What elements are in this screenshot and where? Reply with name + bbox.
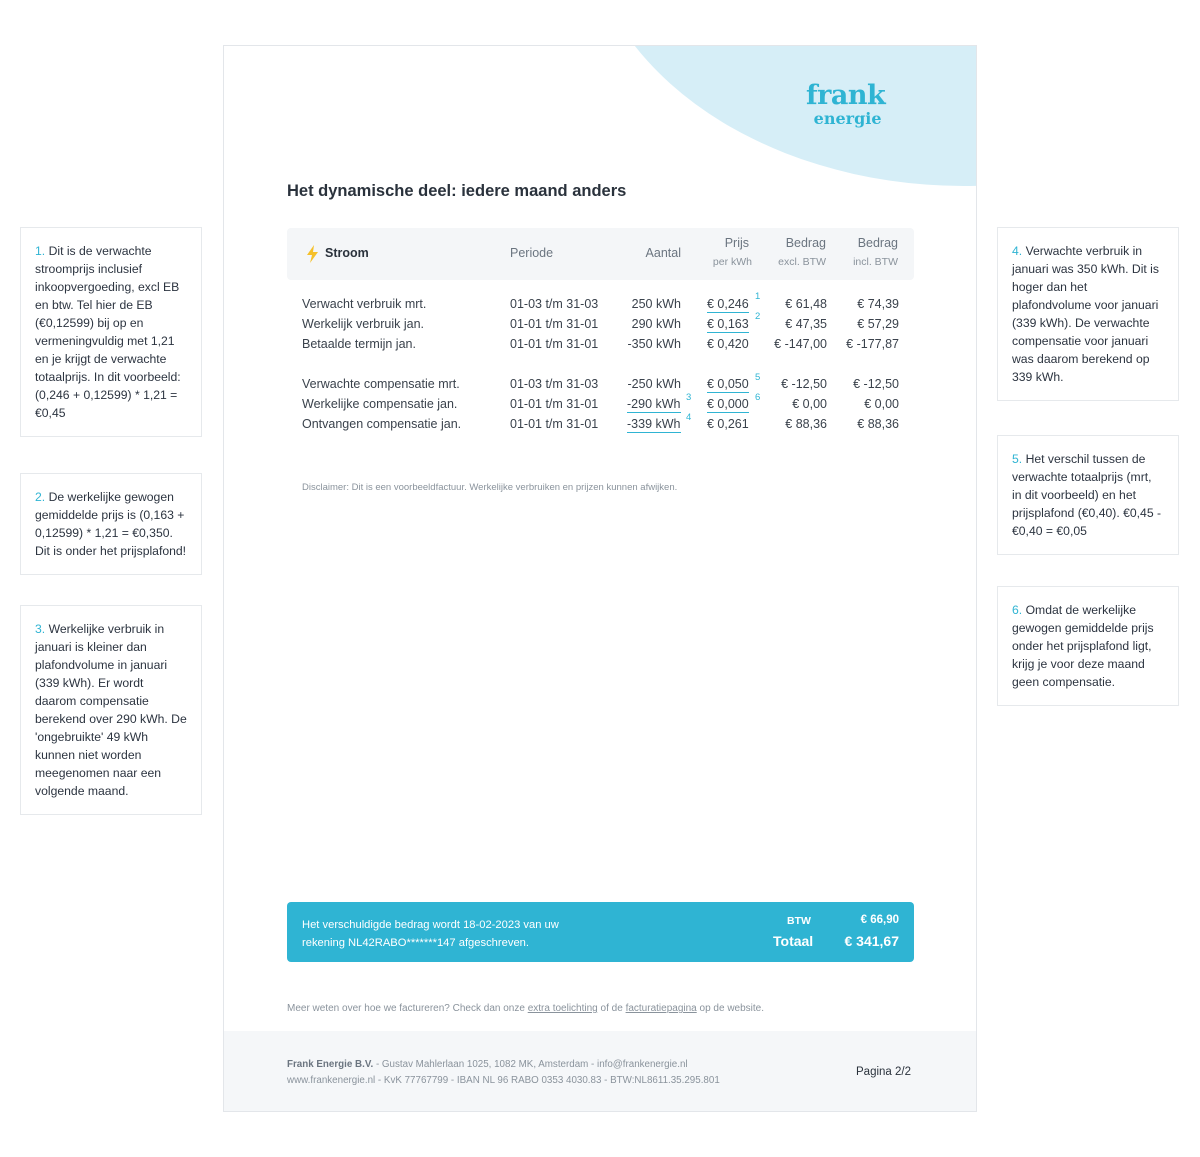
row-description: Betaalde termijn jan. <box>302 337 416 351</box>
row-description: Werkelijk verbruik jan. <box>302 317 425 331</box>
note-text: Werkelijke verbruik in januari is kleiner dan plafondvolume in januari (339 kWh). Er wordt daarom compensatie berekend over 290 kWh. De 'ongebruikte' 49 kWh kunnen niet worden meegenomen naar een volgende maand. <box>35 622 187 798</box>
row-aantal: -250 kWh <box>627 377 681 391</box>
row-description: Verwachte compensatie mrt. <box>302 377 460 391</box>
row-excl: € -12,50 <box>781 377 827 391</box>
row-periode: 01-01 t/m 31-01 <box>510 337 599 351</box>
row-aantal: 290 kWh <box>631 317 681 331</box>
row-aantal: -339 kWh <box>627 417 681 431</box>
more-info-suffix: op de website. <box>699 1003 765 1014</box>
btw-label: BTW <box>787 915 811 927</box>
footer-address: - Gustav Mahlerlaan 1025, 1082 MK, Amsterdam - info@frankenergie.nl <box>373 1059 688 1070</box>
note-1 <box>20 227 202 437</box>
row-periode: 01-03 t/m 31-03 <box>510 377 599 391</box>
note-number: 3. <box>35 622 46 636</box>
row-aantal: -350 kWh <box>627 337 681 351</box>
note-3 <box>20 605 202 815</box>
row-prijs: € 0,000 <box>707 397 749 411</box>
total-banner <box>287 902 914 962</box>
footnote-ref: 1 <box>755 291 761 302</box>
row-excl: € -147,00 <box>774 337 827 351</box>
section-title: Het dynamische deel: iedere maand anders <box>287 182 627 200</box>
header-prijs-sub: per kWh <box>712 256 752 268</box>
btw-value: € 66,90 <box>860 914 899 926</box>
header-excl-sub: excl. BTW <box>778 256 826 268</box>
header-prijs: Prijs <box>724 236 749 250</box>
page-number: Pagina 2/2 <box>856 1066 911 1078</box>
footer-company: Frank Energie B.V. <box>287 1059 374 1070</box>
note-text: Dit is de verwachte stroomprijs inclusief inkoopvergoeding, excl EB en btw. Tel hier de EB (€0,12599) bij op en vermeningvuldig met 1,21 en je krijgt de verwachte totaalprijs. In dit voorbeeld: (0,246 + 0,12599) * 1,21 = €0,45 <box>35 244 181 420</box>
note-text: Omdat de werkelijke gewogen gemiddelde prijs onder het prijsplafond ligt, krijg je voor deze maand geen compensatie. <box>1012 603 1154 689</box>
logo-line-1: frank <box>806 80 886 111</box>
note-number: 6. <box>1012 603 1023 617</box>
row-incl: € -12,50 <box>853 377 899 391</box>
header-periode: Periode <box>510 246 554 260</box>
row-incl: € 88,36 <box>857 417 899 431</box>
row-periode: 01-01 t/m 31-01 <box>510 417 599 431</box>
note-text: Verwachte verbruik in januari was 350 kWh. Dit is hoger dan het plafondvolume voor januari (339 kWh). De verwachte compensatie voor januari was daarom berekend op 339 kWh. <box>1012 244 1159 384</box>
note-number: 5. <box>1012 452 1023 466</box>
header-blob <box>584 45 977 186</box>
disclaimer: Disclaimer: Dit is een voorbeeldfactuur. Werkelijke verbruiken en prijzen kunnen afwijken. <box>302 482 678 493</box>
footer-line-1 <box>287 1059 688 1070</box>
more-info-middle: of de <box>600 1003 623 1014</box>
row-aantal: -290 kWh <box>627 397 681 411</box>
row-excl: € 47,35 <box>785 317 827 331</box>
table-header <box>287 228 914 280</box>
header-incl-sub: incl. BTW <box>853 256 898 268</box>
header-incl: Bedrag <box>857 236 898 250</box>
payment-message: Het verschuldigde bedrag wordt 18-02-2023 van uw rekening NL42RABO*******147 afgeschreven. <box>302 919 559 949</box>
note-5 <box>997 435 1179 555</box>
row-periode: 01-01 t/m 31-01 <box>510 317 599 331</box>
row-description: Ontvangen compensatie jan. <box>302 417 462 431</box>
extra-toelichting-link[interactable]: extra toelichting <box>527 1003 598 1014</box>
footnote-ref: 3 <box>686 392 692 403</box>
row-prijs: € 0,163 <box>707 317 749 331</box>
footnote-ref: 4 <box>686 412 692 423</box>
row-excl: € 61,48 <box>785 297 827 311</box>
row-prijs: € 0,420 <box>707 337 749 351</box>
row-excl: € 88,36 <box>785 417 827 431</box>
facturatiepagina-link[interactable]: facturatiepagina <box>625 1003 697 1014</box>
footnote-ref: 2 <box>755 311 761 322</box>
note-text: Het verschil tussen de verwachte totaalprijs (mrt, in dit voorbeeld) en het prijsplafond (€0,40). €0,45 - €0,40 = €0,05 <box>1012 452 1162 538</box>
note-number: 1. <box>35 244 46 258</box>
total-label: Totaal <box>773 933 814 949</box>
page-footer <box>224 1031 977 1112</box>
row-prijs: € 0,050 <box>707 377 749 391</box>
row-excl: € 0,00 <box>792 397 827 411</box>
more-info-prefix: Meer weten over hoe we factureren? Check dan onze <box>287 1003 525 1014</box>
note-2 <box>20 473 202 575</box>
more-info <box>287 1003 764 1014</box>
row-incl: € 0,00 <box>864 397 899 411</box>
header-product: Stroom <box>325 246 369 260</box>
frank-energie-logo <box>806 82 885 127</box>
footer-line-2: www.frankenergie.nl - KvK 77767799 - IBAN NL 96 RABO 0353 4030.83 - BTW:NL8611.35.295.801 <box>287 1075 720 1086</box>
lightning-icon <box>306 245 319 263</box>
row-periode: 01-03 t/m 31-03 <box>510 297 599 311</box>
row-incl: € -177,87 <box>846 337 899 351</box>
note-6 <box>997 586 1179 706</box>
note-text: De werkelijke gewogen gemiddelde prijs is (0,163 + 0,12599) * 1,21 = €0,350. Dit is onder het prijsplafond! <box>35 490 187 558</box>
note-number: 4. <box>1012 244 1023 258</box>
footnote-ref: 5 <box>755 372 761 383</box>
row-description: Verwacht verbruik mrt. <box>302 297 427 311</box>
header-aantal: Aantal <box>645 246 681 260</box>
row-description: Werkelijke compensatie jan. <box>302 397 458 411</box>
note-4 <box>997 227 1179 401</box>
row-periode: 01-01 t/m 31-01 <box>510 397 599 411</box>
logo-line-2: energie <box>813 109 882 128</box>
row-incl: € 74,39 <box>857 297 899 311</box>
footnote-ref: 6 <box>755 392 761 403</box>
note-number: 2. <box>35 490 46 504</box>
row-incl: € 57,29 <box>857 317 899 331</box>
header-excl: Bedrag <box>785 236 826 250</box>
total-value: € 341,67 <box>844 933 899 949</box>
row-aantal: 250 kWh <box>631 297 681 311</box>
row-prijs: € 0,246 <box>707 297 749 311</box>
row-prijs: € 0,261 <box>707 417 749 431</box>
invoice-page <box>223 45 977 1112</box>
